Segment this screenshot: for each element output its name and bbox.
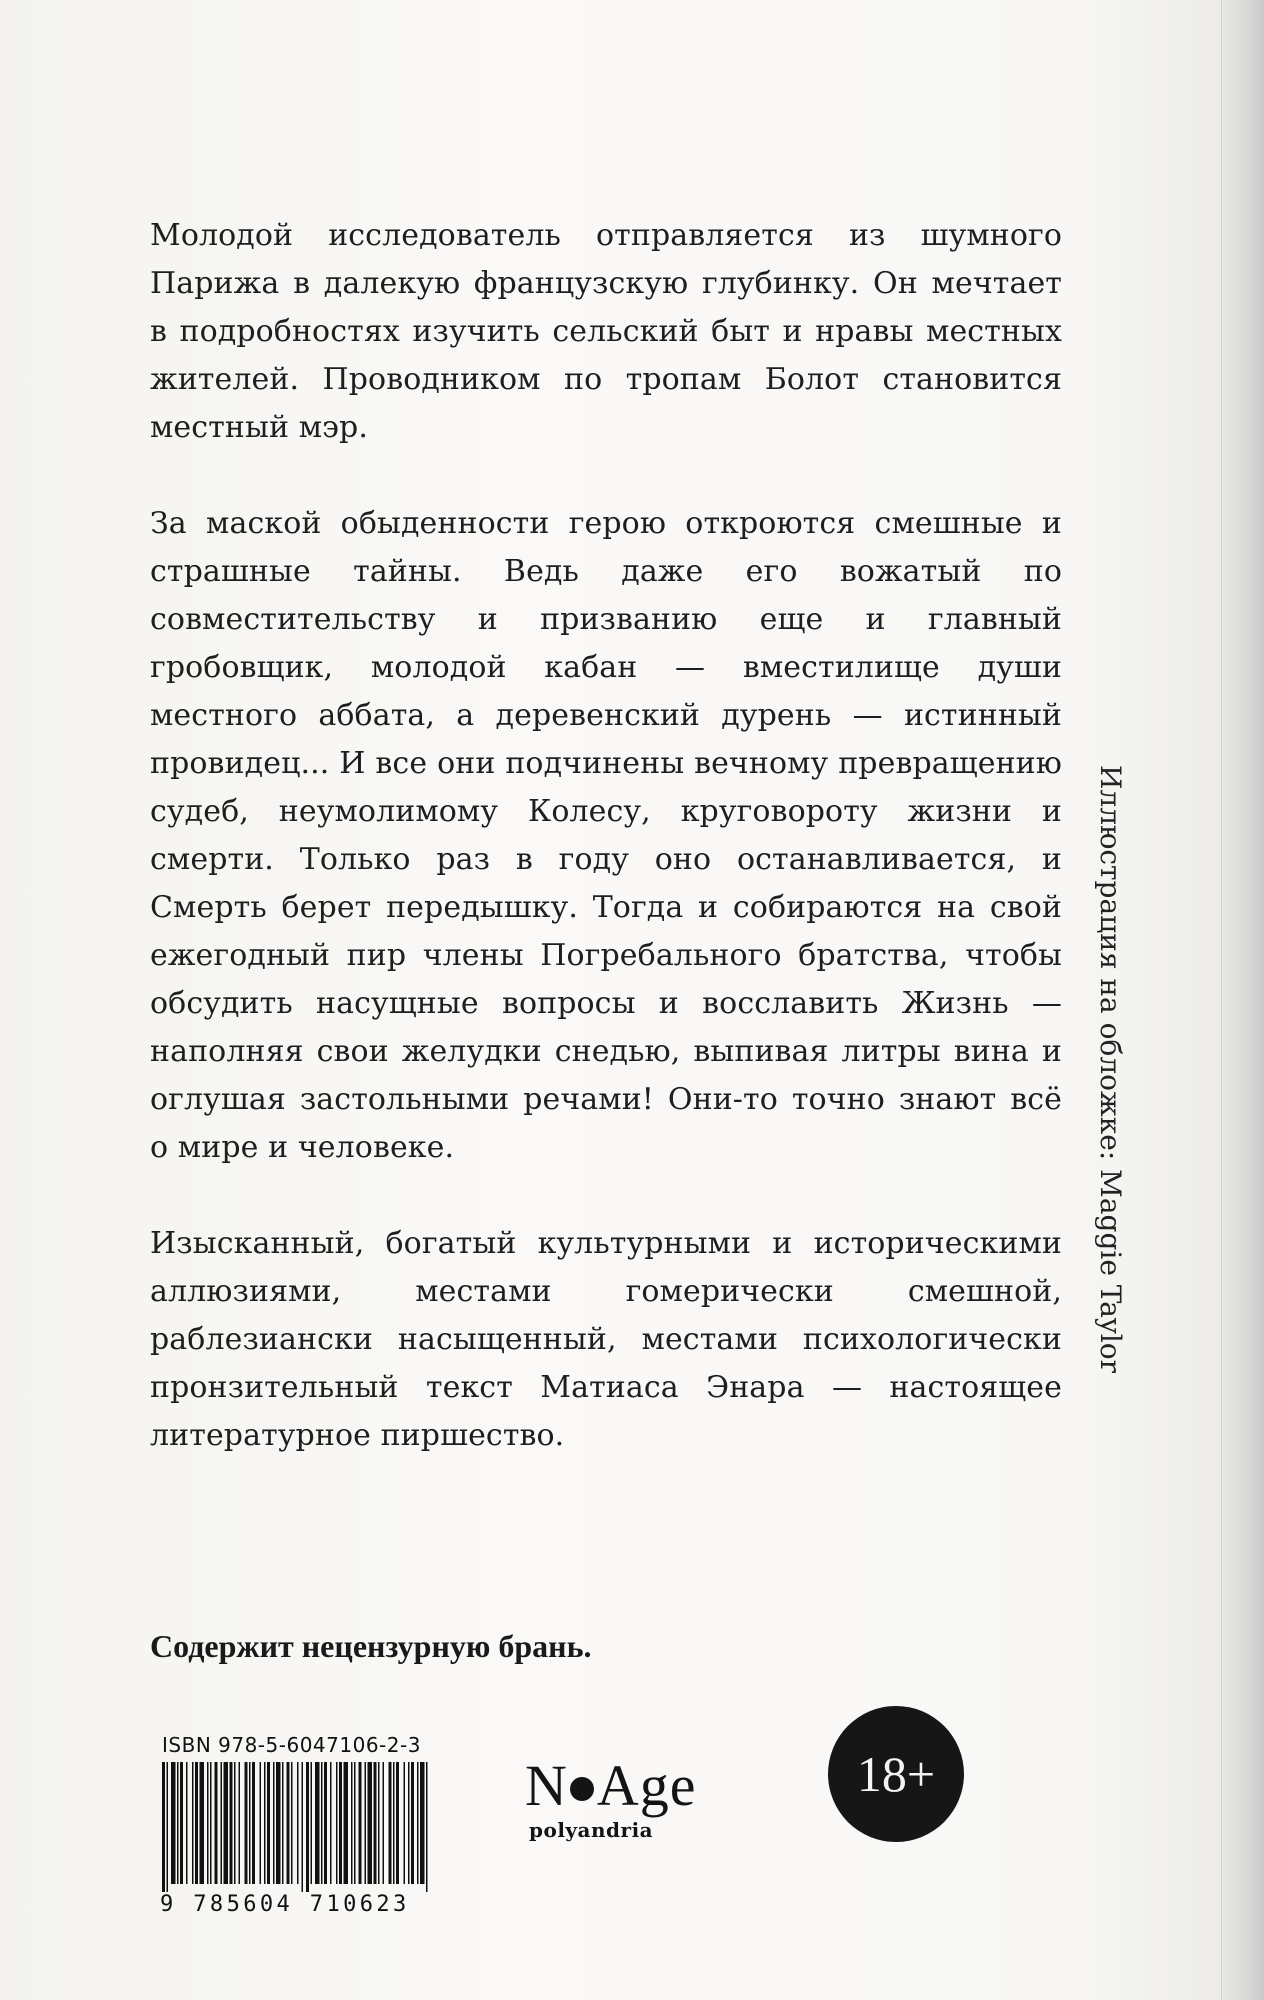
logo-word-age: Age [596,1753,697,1818]
barcode-bar [267,1762,270,1884]
cover-credit-text: Иллюстрация на обложке: Maggie Taylor [1094,765,1127,1374]
barcode-bar [344,1762,349,1884]
barcode-bar [264,1762,266,1884]
barcode-bar [171,1762,176,1884]
age-rating-badge [828,1706,964,1842]
barcode-bar [297,1762,299,1884]
barcode-bar [336,1762,338,1884]
publisher-imprint: polyandria [529,1818,654,1842]
publisher-logo [525,1752,735,1862]
barcode-bar [378,1762,380,1884]
barcode-bar [368,1762,373,1884]
barcode-bar [273,1762,275,1884]
barcode-bar [339,1762,342,1884]
barcode-bar [221,1762,223,1884]
barcode-bar [351,1762,353,1884]
barcode-bar [396,1762,399,1884]
barcode-bar [207,1762,209,1884]
barcode-bar [393,1762,395,1884]
barcode-bar [426,1762,428,1892]
barcode-bar [167,1762,169,1892]
book-spine-edge [1221,0,1264,2000]
barcode-bar [315,1762,320,1884]
barcode-bar [260,1762,262,1884]
description-text [150,212,1062,1508]
isbn-label: ISBN 978-5-6047106-2-3 [162,1733,421,1757]
barcode-bar [324,1762,327,1884]
barcode-bar [302,1762,304,1892]
barcode-bar [408,1762,410,1884]
barcode-bar [234,1762,236,1884]
isbn-barcode [160,1762,430,1892]
barcode-bar [330,1762,332,1884]
barcode-bar [245,1762,248,1884]
barcode-bar [306,1762,309,1892]
barcode-bar [359,1762,362,1884]
barcode-bar [210,1762,212,1884]
description-paragraph-2: За маской обыденности герою откроются смешные и страшные тайны. Ведь даже его вожатый по совместительству и призванию еще и главный гробовщик, молодой кабан — вместилище души местного аббата, а деревенский дурень — истинный провидец... И все они подчинены вечному превращению судеб, неумолимому Колесу, круговороту жизни и смерти. Только раз в году оно останавливается, и Смерть берет передышку. Тогда и собираются на свой ежегодный пир члены Погребального братства, чтобы обсудить насущные вопросы и восславить Жизнь — наполняя свои желудки снедью, выпивая литры вина и оглушая застольными речами! Они-то точно знают всё о мире и человеке. [150,506,1062,1165]
description-paragraph-3: Изысканный, богатый культурными и историческими аллюзиями, местами гомерически смешной, раблезиански насыщенный, местами психологически пронзительный текст Матиаса Энара — настоящее литературное пиршество. [150,1226,1062,1453]
barcode-bar [180,1762,183,1884]
barcode-bar [282,1762,284,1884]
barcode-bar [411,1762,414,1884]
barcode-bar [291,1762,293,1884]
barcode-bar [177,1762,179,1884]
publisher-logo-wordmark [525,1752,697,1819]
barcode-bar [230,1762,233,1884]
barcode-bar [321,1762,323,1884]
barcode-bar [249,1762,251,1884]
barcode-bar [276,1762,281,1884]
barcode-bar [239,1762,241,1884]
barcode-bar [195,1762,198,1884]
barcode-bar [162,1762,165,1892]
description-paragraph-1: Молодой исследователь отправляется из шумного Парижа в далекую французскую глубинку. Он мечтает в подробностях изучить сельский быт и нравы местных жителей. Проводником по тропам Болот становится местный мэр. [150,218,1062,445]
barcode-digits: 9 785604 710623 [160,1892,410,1917]
barcode-bar [383,1762,385,1884]
content-warning: Содержит нецензурную брань. [150,1628,592,1664]
barcode-bar [420,1762,425,1884]
barcode-bar [374,1762,377,1884]
age-rating-text: 18+ [856,1746,936,1802]
barcode-bar [389,1762,392,1884]
barcode-bar [252,1762,255,1884]
barcode-bar [354,1762,356,1884]
barcode-bar [417,1762,419,1884]
logo-letter-n: N [525,1753,568,1818]
barcode-bar [200,1762,205,1884]
barcode-bar [215,1762,218,1884]
barcode-bar [404,1762,406,1884]
barcode-bar [311,1762,313,1884]
barcode-bar [365,1762,367,1884]
barcode-bar [287,1762,290,1884]
logo-dot-icon [570,1777,594,1801]
barcode-bar [192,1762,194,1884]
barcode-bar [224,1762,229,1884]
barcode-bar [186,1762,188,1884]
